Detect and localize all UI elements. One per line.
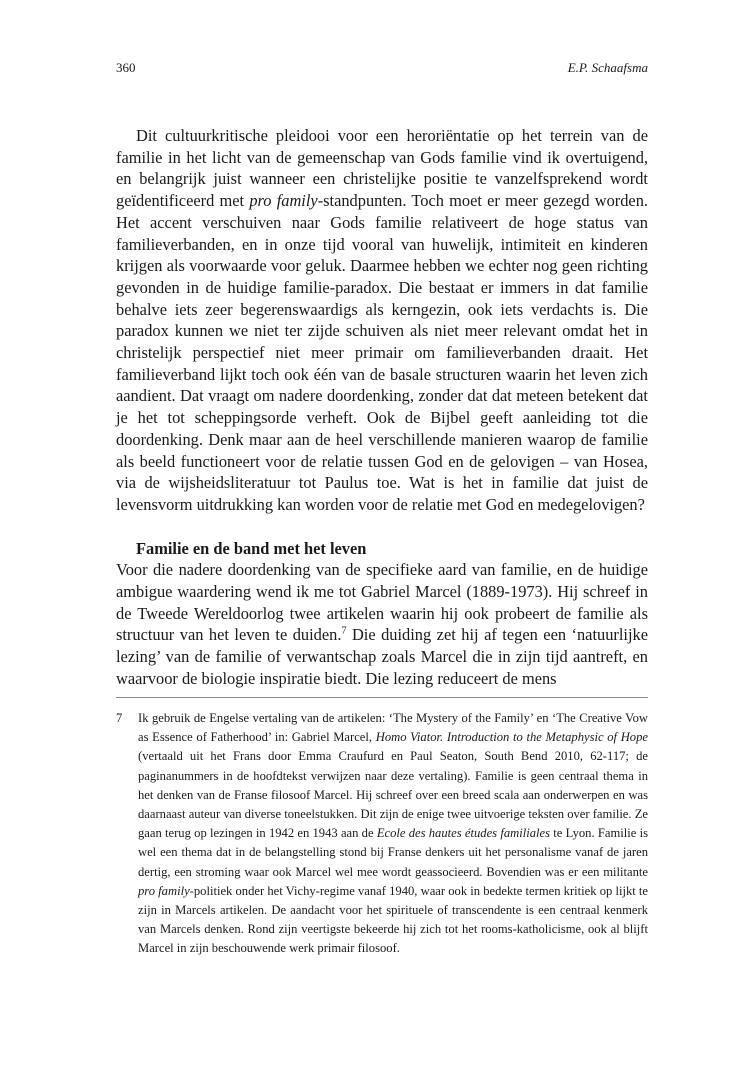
paragraph-1 — [116, 125, 648, 516]
main-text — [116, 125, 648, 690]
paragraph-1-text-b: -standpunten. Toch moet er meer gezegd worden. Het accent verschuiven naar Gods familie relativeert de hoge status van familieverbanden, en in onze tijd vooral van huwelijk, intimiteit en kinderen krijgen als voorwaarde voor geluk. Daarmee hebben we echter nog geen richting gevonden in de huidige familie-paradox. Die bestaat er immers in dat familie behalve iets zeer begerenswaardigs als kerngezin, ook iets verdachts is. Die paradox kunnen we niet ter zijde schuiven als niet meer relevant omdat het in christelijk perspectief niet meer primair om familieverbanden draait. Het familieverband lijkt toch ook één van de basale structuren waarin het leven zich aandient. Dat vraagt om nadere doordenking, zonder dat dat meteen betekent dat je het tot scheppingsorde verheft. Ook de Bijbel geeft aanleiding tot die doordenking. Denk maar aan de heel verschillende manieren waarop de familie als beeld functioneert voor de relatie tussen God en de gelovigen – van Hosea, via de wijsheidsliteratuur tot Paulus toe. Wat is het in familie dat juist de levensvorm uitdrukking kan worden voor de relatie met God en medegelovigen? — [116, 191, 648, 514]
footnote-book-title: Homo Viator. Introduction to the Metaphysic of Hope — [375, 730, 648, 745]
footnote-text-2: (vertaald uit het Frans door Emma Craufurd en Paul Seaton, South Bend 2010, 62-117; de paginanummers in de hoofdtekst verwijzen naar deze vertaling). Familie is geen centraal thema in het denken van de Franse filosoof Marcel. Hij schreef over een breed scala aan onderwerpen en was daarnaast auteur van diverse toneelstukken. Dit zijn de enige twee uitvoerige teksten over familie. Ze gaan terug op lezingen in 1942 en 1943 aan de — [138, 749, 648, 841]
page-number: 360 — [116, 60, 136, 75]
paragraph-2-text-a: Voor die nadere doordenking van de specifieke aard van familie, en de huidige ambigue waardering wend ik me tot Gabriel Marcel (1889-1973). Hij schreef in de Tweede Wereldoorlog twee artikelen waarin hij ook probeert de familie als structuur van het leven te duiden. — [116, 560, 648, 645]
footnote-text — [138, 709, 648, 959]
footnote-text-3: te Lyon. Familie is wel een thema dat in de belangstelling stond bij Franse denkers uit het personalisme vanaf de jaren dertig, een stroming waar ook Marcel wel mee wordt geassocieerd. Bovendien was er een militante — [138, 826, 648, 879]
page-header — [116, 60, 648, 80]
footnote-text-4: -politiek onder het Vichy-regime vanaf 1940, waar ook in bedekte termen kritiek op lijkt te zijn in Marcels artikelen. De aandacht voor het spirituele of transcendente is een centraal kenmerk van Marcels denken. Rond zijn veertigste bekeerde hij zich tot het rooms-katholicisme, ook al blijft Marcel in zijn beschouwende werk primair filosoof. — [138, 883, 648, 956]
footnote-emphasis: pro family — [138, 883, 190, 898]
paragraph-1-emphasis: pro family — [249, 191, 318, 211]
footnote-text-1: Ik gebruik de Engelse vertaling van de artikelen: ‘The Mystery of the Family’ en ‘The Creative Vow as Essence of Fatherhood’ in: Gabriel Marcel, — [138, 711, 648, 745]
footnote-reference[interactable]: 7 — [341, 626, 347, 637]
footnote-7 — [116, 709, 648, 959]
paragraph-1-text-a: Dit cultuurkritische pleidooi voor een heroriëntatie op het terrein van de familie in het licht van de gemeenschap van Gods familie vind ik overtuigend, en belangrijk juist wanneer een christelijke positie te vanzelfsprekend wordt geïdentificeerd met — [116, 126, 648, 211]
paragraph-2-text-b: Die duiding zet hij af tegen een ‘natuurlijke lezing’ van de familie of verwantschap zoals Marcel die in zijn tijd aantreft, en waarvoor de biologie inspiratie biedt. Die lezing reduceert de mens — [116, 625, 648, 688]
section-heading: Familie en de band met het leven — [136, 538, 367, 558]
running-head: E.P. Schaafsma — [567, 60, 648, 75]
footnote-number: 7 — [116, 711, 123, 725]
footnote-school-name: Ecole des hautes études familiales — [376, 826, 550, 841]
paragraph-2 — [116, 559, 648, 689]
footnote-divider — [116, 697, 648, 698]
